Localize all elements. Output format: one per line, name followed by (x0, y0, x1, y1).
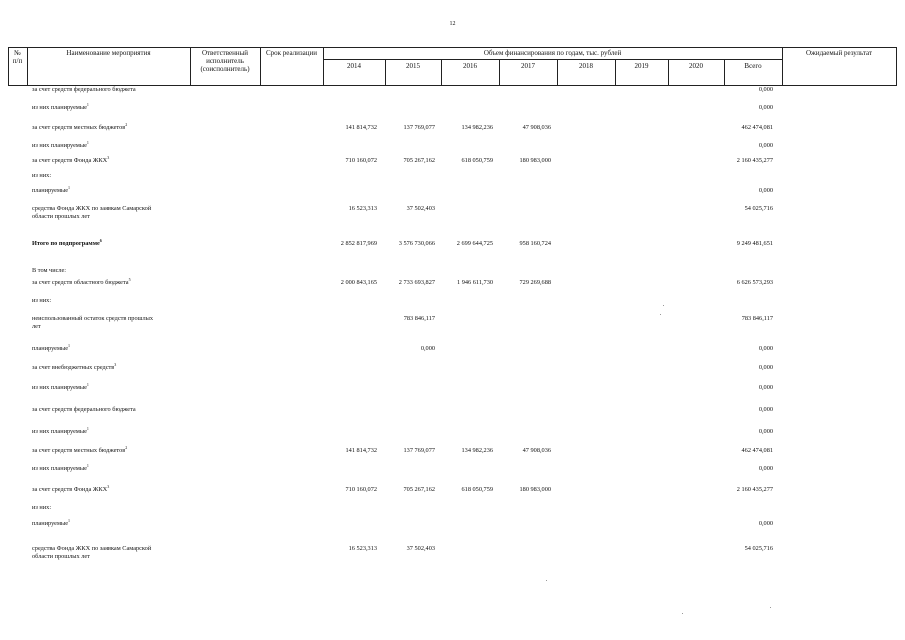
row-year-value: 134 982,236 (461, 447, 493, 454)
row-label (32, 384, 89, 392)
row-year-value: 47 908,036 (522, 124, 551, 131)
footnote-mark: 2 (125, 445, 128, 450)
row-label (32, 364, 116, 372)
row-label (32, 279, 131, 287)
page-number: 12 (449, 21, 456, 27)
row-year-value: 180 983,000 (519, 157, 551, 164)
row-total-value: 0,000 (758, 406, 773, 413)
row-label-text: В том числе: (32, 267, 67, 274)
row-label-text: из них: (32, 297, 52, 304)
header-year-divider (323, 59, 782, 60)
row-label-text: из них планируемые (32, 428, 87, 435)
header-year-2020: 2020 (689, 62, 703, 70)
row-label (32, 545, 151, 561)
row-label-text: за счет средств Фонда ЖКХ (32, 486, 108, 493)
footnote-mark: 1 (86, 463, 89, 468)
row-label (32, 315, 153, 331)
row-label (32, 345, 70, 353)
footnote-mark: 3 (107, 155, 110, 160)
footnote-mark: 1 (67, 343, 70, 348)
footnote-mark: 1 (86, 102, 89, 107)
row-label (32, 428, 89, 436)
row-year-value: 137 769,077 (403, 124, 435, 131)
header-year-2018: 2018 (579, 62, 593, 70)
row-year-value: 618 050,759 (461, 157, 493, 164)
footnote-mark: 1 (86, 382, 89, 387)
header-name: Наименование мероприятия (66, 49, 151, 57)
row-year-value: 1 946 611,730 (457, 279, 493, 286)
row-total-value: 0,000 (758, 465, 773, 472)
row-total-value: 0,000 (758, 364, 773, 371)
row-year-value: 141 814,732 (345, 447, 377, 454)
row-label-text: за счет средств федерального бюджета (32, 406, 136, 413)
row-label (32, 520, 70, 528)
footnote-mark: 5 (128, 277, 131, 282)
row-label (32, 486, 109, 494)
row-label (32, 240, 102, 248)
row-total-value: 54 025,716 (744, 545, 773, 552)
row-label (32, 142, 89, 150)
row-label-text: средства Фонда ЖКХ по заявкам Самарской (32, 205, 152, 212)
scan-speck (770, 607, 771, 608)
row-year-value: 0,000 (420, 345, 435, 352)
row-total-value: 0,000 (758, 428, 773, 435)
row-year-value: 37 502,403 (406, 545, 435, 552)
footnote-mark: 1 (67, 518, 70, 523)
row-total-value: 462 474,081 (741, 124, 773, 131)
row-year-value: 134 982,236 (461, 124, 493, 131)
header-result: Ожидаемый результат (805, 49, 873, 57)
row-total-value: 9 249 481,651 (736, 240, 773, 247)
row-year-value: 705 267,162 (403, 157, 435, 164)
row-total-value: 0,000 (758, 142, 773, 149)
row-total-value: 2 160 435,277 (736, 157, 773, 164)
footnote-mark: 1 (86, 426, 89, 431)
footnote-mark: 6 (99, 238, 102, 243)
row-label (32, 86, 136, 94)
row-label (32, 267, 66, 275)
row-year-value: 2 000 843,165 (340, 279, 377, 286)
footnote-mark: 2 (125, 122, 128, 127)
header-num-sub: п/п (12, 57, 23, 65)
row-year-value: 3 576 730,066 (398, 240, 435, 247)
row-year-value: 2 852 817,969 (340, 240, 377, 247)
scan-speck (682, 613, 683, 614)
scan-speck (660, 314, 661, 315)
row-label-text: из них планируемые (32, 465, 87, 472)
row-label (32, 172, 51, 180)
row-label-text: за счет средств местных бюджетов (32, 124, 126, 131)
footnote-mark: 1 (86, 140, 89, 145)
row-year-value: 2 733 693,827 (398, 279, 435, 286)
row-label (32, 297, 51, 305)
row-total-value: 0,000 (758, 104, 773, 111)
row-label-text: Итого по подпрограмме (32, 240, 100, 247)
row-label-text-continued: лет (32, 323, 41, 330)
row-year-value: 2 699 644,725 (456, 240, 493, 247)
footnote-mark: 1 (67, 185, 70, 190)
header-year-2019: 2019 (634, 62, 649, 70)
row-label-text: из них: (32, 172, 52, 179)
row-year-value: 141 814,732 (345, 124, 377, 131)
row-total-value: 6 626 573,293 (736, 279, 773, 286)
row-year-value: 37 502,403 (406, 205, 435, 212)
row-year-value: 16 523,313 (348, 545, 377, 552)
row-label-text: планируемые (32, 345, 68, 352)
row-total-value: 0,000 (758, 187, 773, 194)
row-label (32, 157, 109, 165)
row-label (32, 406, 136, 414)
row-year-value: 705 267,162 (403, 486, 435, 493)
row-year-value: 47 908,036 (522, 447, 551, 454)
row-label-text: за счет средств федерального бюджета (32, 86, 136, 93)
row-label-text: из них планируемые (32, 104, 87, 111)
row-label-text: из них планируемые (32, 384, 87, 391)
row-label-text-continued: области прошлых лет (32, 553, 90, 560)
row-label-text: средства Фонда ЖКХ по заявкам Самарской (32, 545, 152, 552)
row-year-value: 618 050,759 (461, 486, 493, 493)
row-label (32, 205, 151, 221)
row-total-value: 462 474,081 (741, 447, 773, 454)
header-year-2016: 2016 (463, 62, 477, 70)
row-label (32, 124, 127, 132)
row-label-text: планируемые (32, 187, 68, 194)
row-label-text: из них планируемые (32, 142, 87, 149)
header-year-2015: 2015 (406, 62, 420, 70)
row-year-value: 137 769,077 (403, 447, 435, 454)
row-label-text-continued: области прошлых лет (32, 213, 90, 220)
row-year-value: 729 269,688 (519, 279, 551, 286)
row-label-text: из них: (32, 504, 52, 511)
row-year-value: 710 160,072 (345, 486, 377, 493)
row-total-value: 54 025,716 (744, 205, 773, 212)
row-year-value: 180 983,000 (519, 486, 551, 493)
row-total-value: 783 846,117 (741, 315, 773, 322)
row-label-text: за счет внебюджетных средств (32, 364, 115, 371)
row-year-value: 710 160,072 (345, 157, 377, 164)
row-label-text: планируемые (32, 520, 68, 527)
scan-speck (546, 580, 547, 581)
header-year-2014: 2014 (347, 62, 361, 70)
row-label-text: неиспользованный остаток средств прошлых (32, 315, 153, 322)
header-year-2017: 2017 (521, 62, 535, 70)
row-label (32, 504, 51, 512)
footnote-mark: 3 (114, 362, 117, 367)
header-top-border (8, 47, 897, 48)
header-responsible: Ответственный исполнитель (соисполнитель) (200, 49, 250, 73)
row-total-value: 2 160 435,277 (736, 486, 773, 493)
footnote-mark: 3 (107, 484, 110, 489)
row-label (32, 447, 127, 455)
row-year-value: 783 846,117 (403, 315, 435, 322)
row-label-text: за счет средств местных бюджетов (32, 447, 126, 454)
col-border (896, 47, 897, 85)
row-total-value: 0,000 (758, 384, 773, 391)
row-total-value: 0,000 (758, 520, 773, 527)
row-year-value: 958 160,724 (519, 240, 551, 247)
row-label (32, 104, 89, 112)
row-label-text: за счет средств областного бюджета (32, 279, 129, 286)
row-label (32, 187, 70, 195)
header-funding: Объем финансирования по годам, тыс. рублей (483, 49, 622, 57)
row-total-value: 0,000 (758, 86, 773, 93)
row-total-value: 0,000 (758, 345, 773, 352)
row-label (32, 465, 89, 473)
row-year-value: 16 523,313 (348, 205, 377, 212)
scan-speck (663, 305, 664, 306)
row-label-text: за счет средств Фонда ЖКХ (32, 157, 108, 164)
header-total: Всего (744, 62, 762, 70)
header-num: № (14, 49, 21, 57)
header-period: Срок реализации (265, 49, 318, 57)
